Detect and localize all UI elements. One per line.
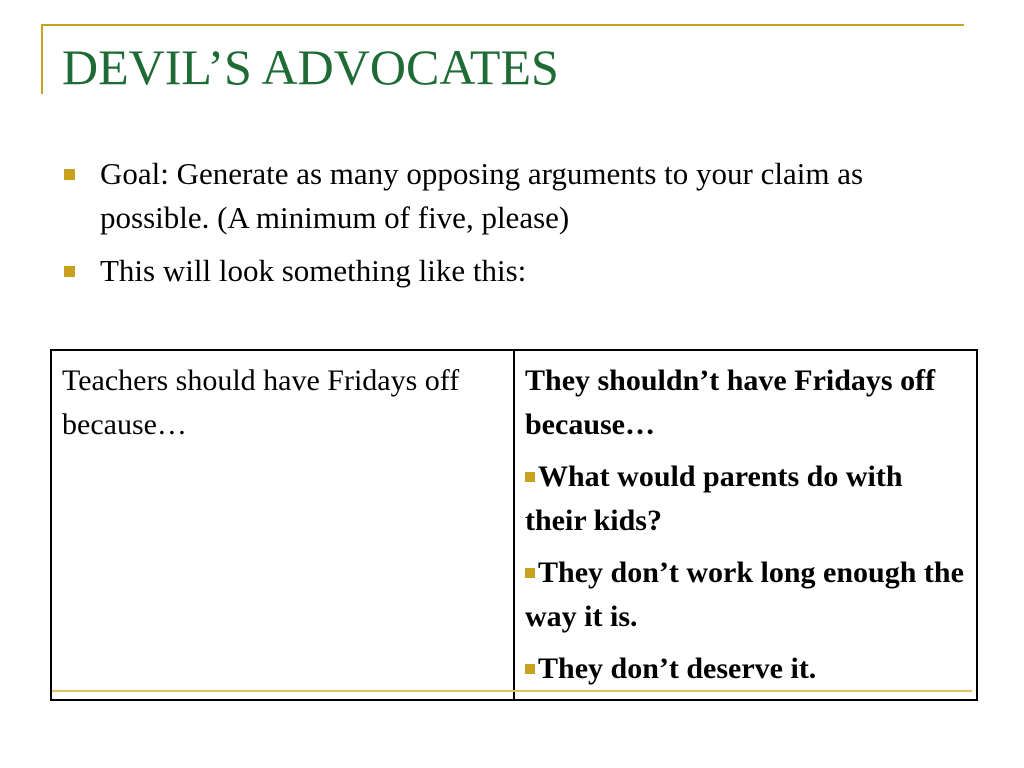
bullet-text: This will look something like this: — [100, 253, 527, 288]
bullet-list — [62, 152, 962, 302]
right-cell-heading: They shouldn’t have Fridays off because… — [525, 364, 936, 441]
table-accent-line — [52, 690, 972, 692]
right-cell-item — [525, 551, 966, 639]
bullet-item-goal — [62, 152, 962, 240]
right-cell-item-text: They don’t deserve it. — [538, 652, 817, 685]
square-bullet-icon — [64, 266, 75, 277]
right-cell — [514, 350, 977, 700]
square-bullet-icon — [525, 568, 535, 578]
table-row — [51, 350, 977, 700]
slide-title: DEVIL’S ADVOCATES — [62, 39, 559, 95]
right-cell-item — [525, 455, 966, 543]
square-bullet-icon — [525, 472, 535, 482]
bullet-item-example — [62, 249, 962, 293]
square-bullet-icon — [525, 664, 535, 674]
square-bullet-icon — [64, 169, 75, 180]
right-cell-item-text: What would parents do with their kids? — [525, 460, 903, 537]
left-cell-text: Teachers should have Fridays off because… — [62, 364, 460, 441]
right-cell-item-text: They don’t work long enough the way it is. — [525, 556, 964, 633]
right-cell-item — [525, 647, 966, 691]
left-cell — [51, 350, 514, 700]
frame-top-line — [41, 24, 964, 26]
example-table — [50, 349, 978, 701]
bullet-text: Goal: Generate as many opposing arguments to your claim as possible. (A minimum of five, please) — [100, 156, 864, 235]
frame-left-line — [41, 24, 43, 94]
